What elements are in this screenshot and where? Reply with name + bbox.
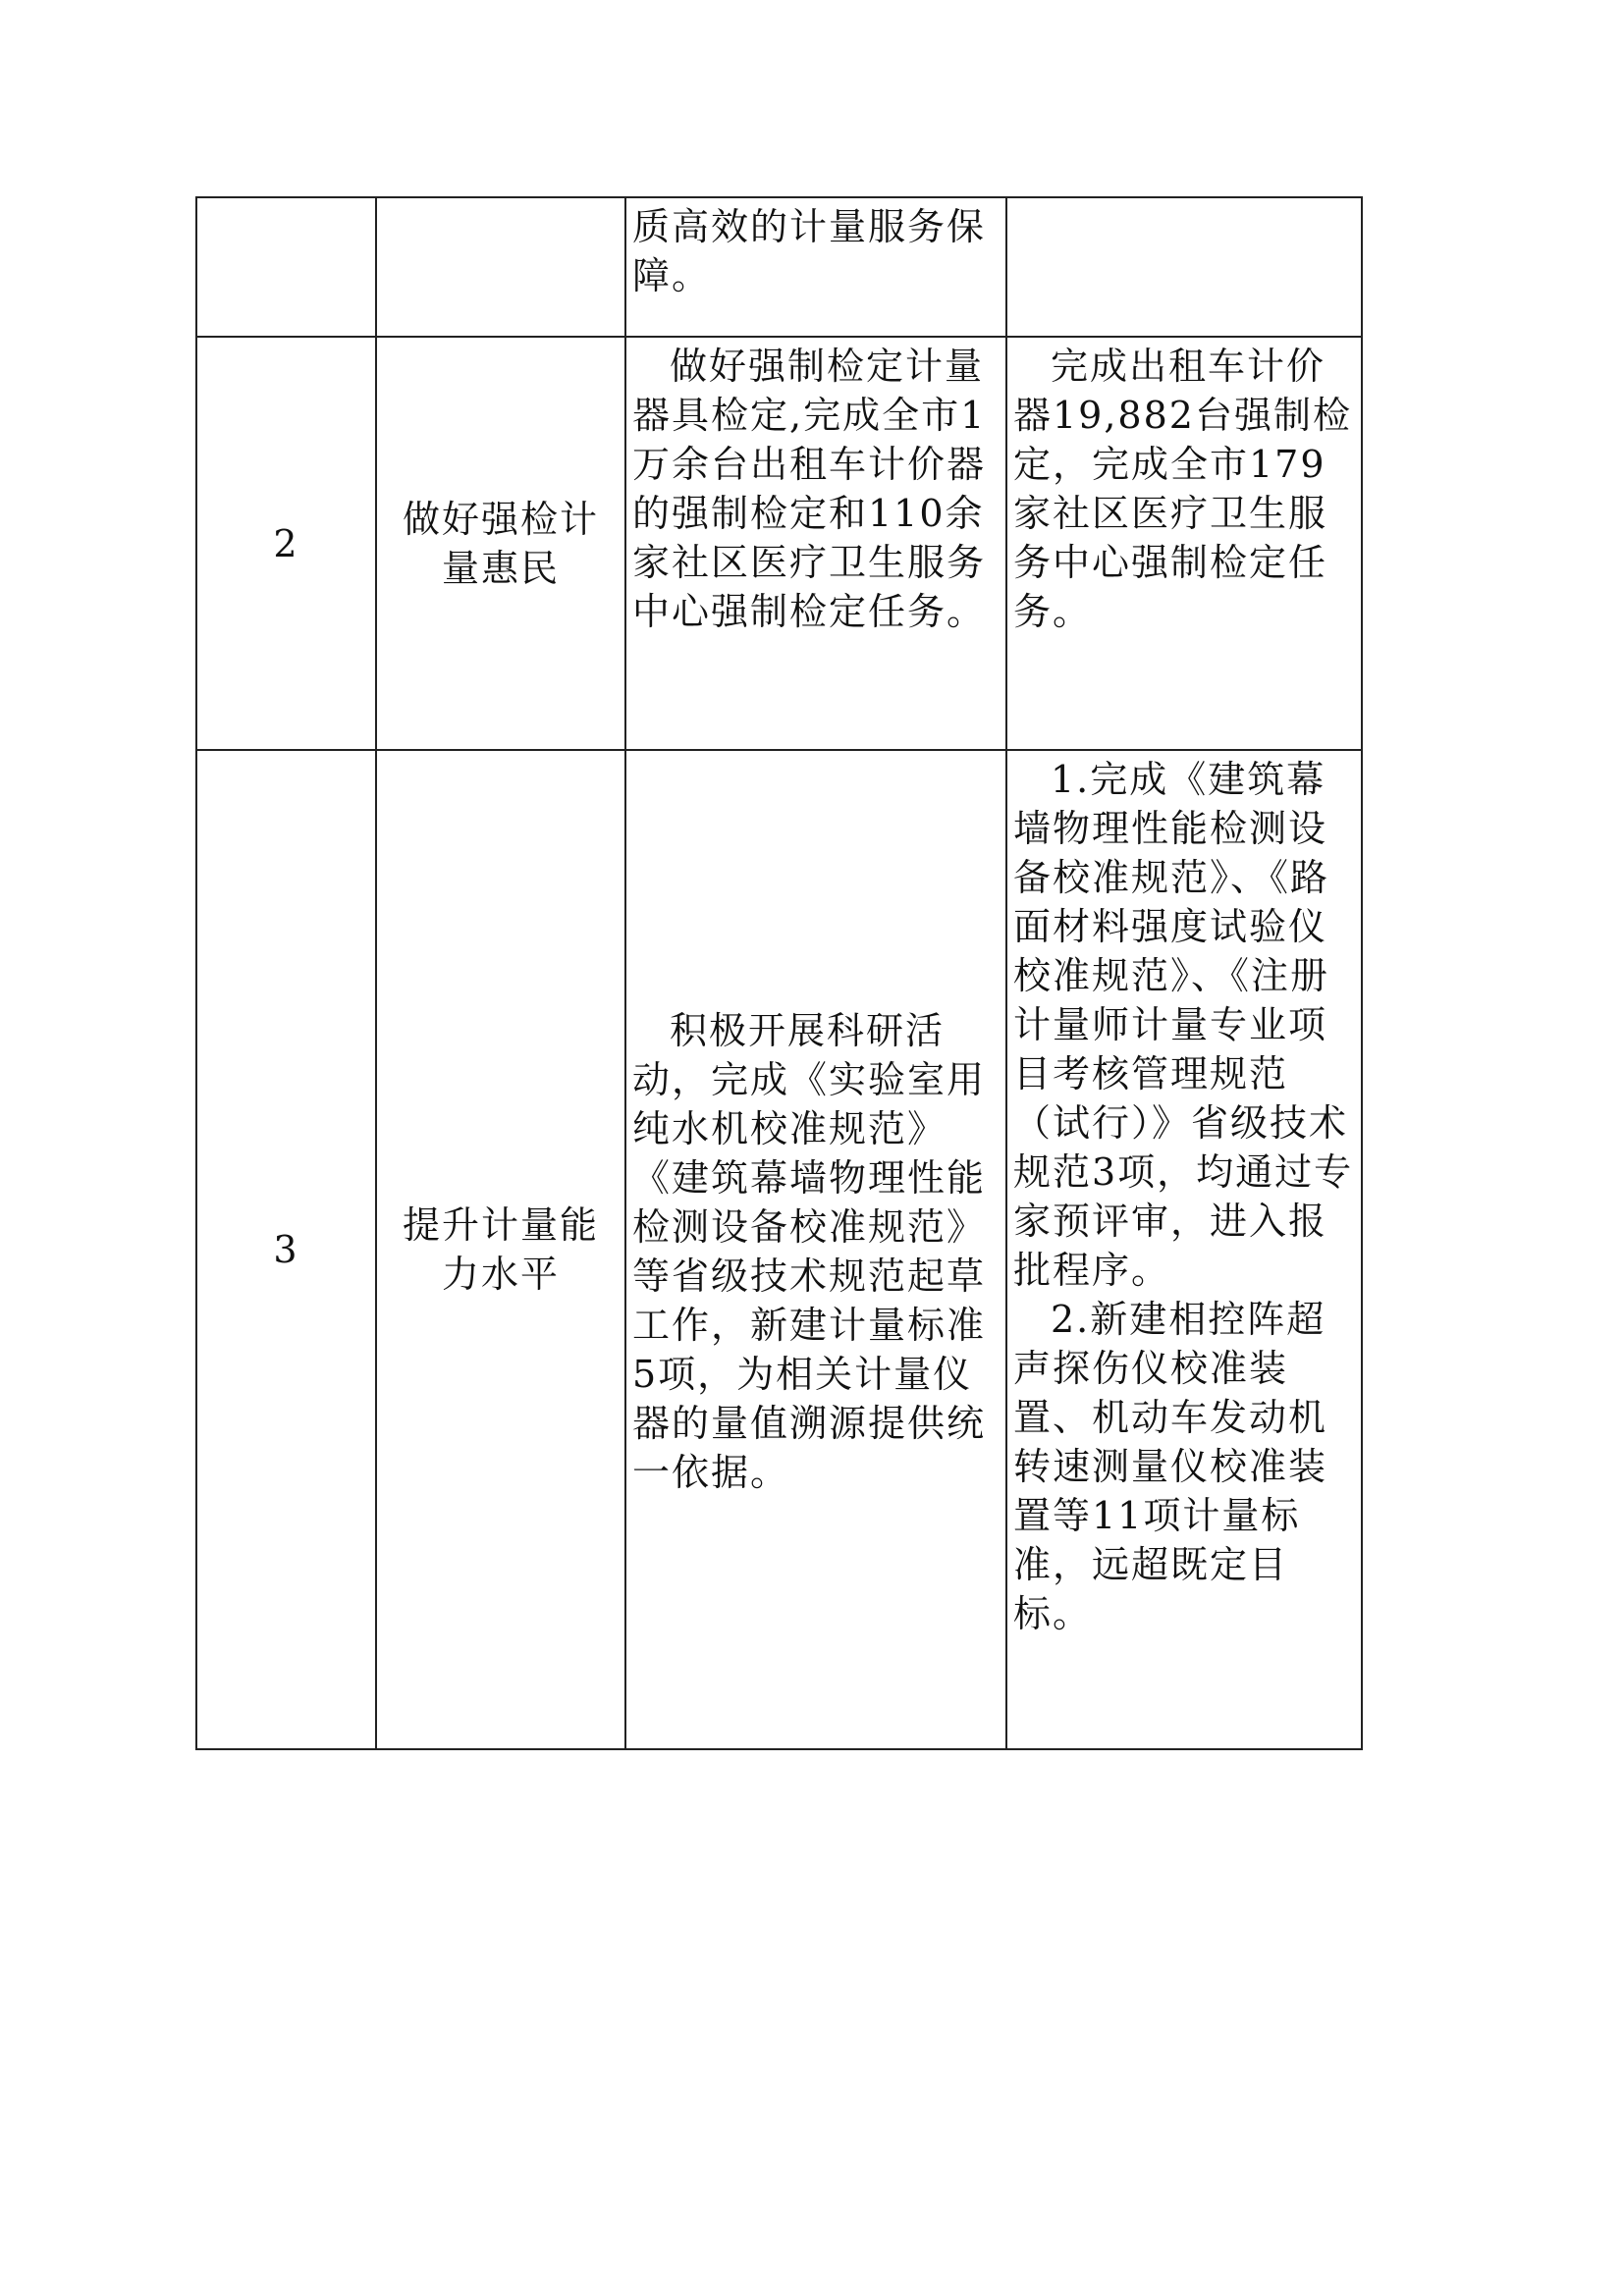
goal-text: 做好强制检定计量器具检定,完成全市1万余台出租车计价器的强制检定和110余家社区医疗卫生服务中心强制检定任务。	[632, 345, 987, 633]
goal-text: 质高效的计量服务保障。	[632, 205, 987, 297]
table-row	[196, 750, 1362, 1749]
goal-text: 积极开展科研活动，完成《实验室用纯水机校准规范》《建筑幕墙物理性能检测设备校准规范》等省级技术规范起草工作，新建计量标准5项，为相关计量仪器的量值溯源提供统一依据。	[632, 1009, 987, 1494]
row-number	[196, 197, 376, 337]
task-goal	[625, 750, 1006, 1749]
row-number: 3	[196, 750, 376, 1749]
task-goal	[625, 197, 1006, 337]
done-text-2: 2.新建相控阵超声探伤仪校准装置、机动车发动机转速测量仪校准装置等11项计量标准，远超既定目标。	[1013, 1298, 1328, 1635]
task-name	[376, 197, 625, 337]
completion-status	[1006, 197, 1362, 337]
done-text: 完成出租车计价器19,882台强制检定，完成全市179家社区医疗卫生服务中心强制检定任务。	[1013, 345, 1352, 633]
task-goal	[625, 337, 1006, 750]
work-summary-table	[195, 196, 1363, 1750]
row-number: 2	[196, 337, 376, 750]
task-name: 做好强检计量惠民	[376, 337, 625, 750]
table-row	[196, 197, 1362, 337]
completion-status	[1006, 750, 1362, 1749]
table-row	[196, 337, 1362, 750]
task-name: 提升计量能力水平	[376, 750, 625, 1749]
done-text-1: 1.完成《建筑幕墙物理性能检测设备校准规范》、《路面材料强度试验仪校准规范》、《注册计量师计量专业项目考核管理规范（试行）》省级技术规范3项，均通过专家预评审，进入报批程序。	[1013, 758, 1354, 1292]
completion-status	[1006, 337, 1362, 750]
